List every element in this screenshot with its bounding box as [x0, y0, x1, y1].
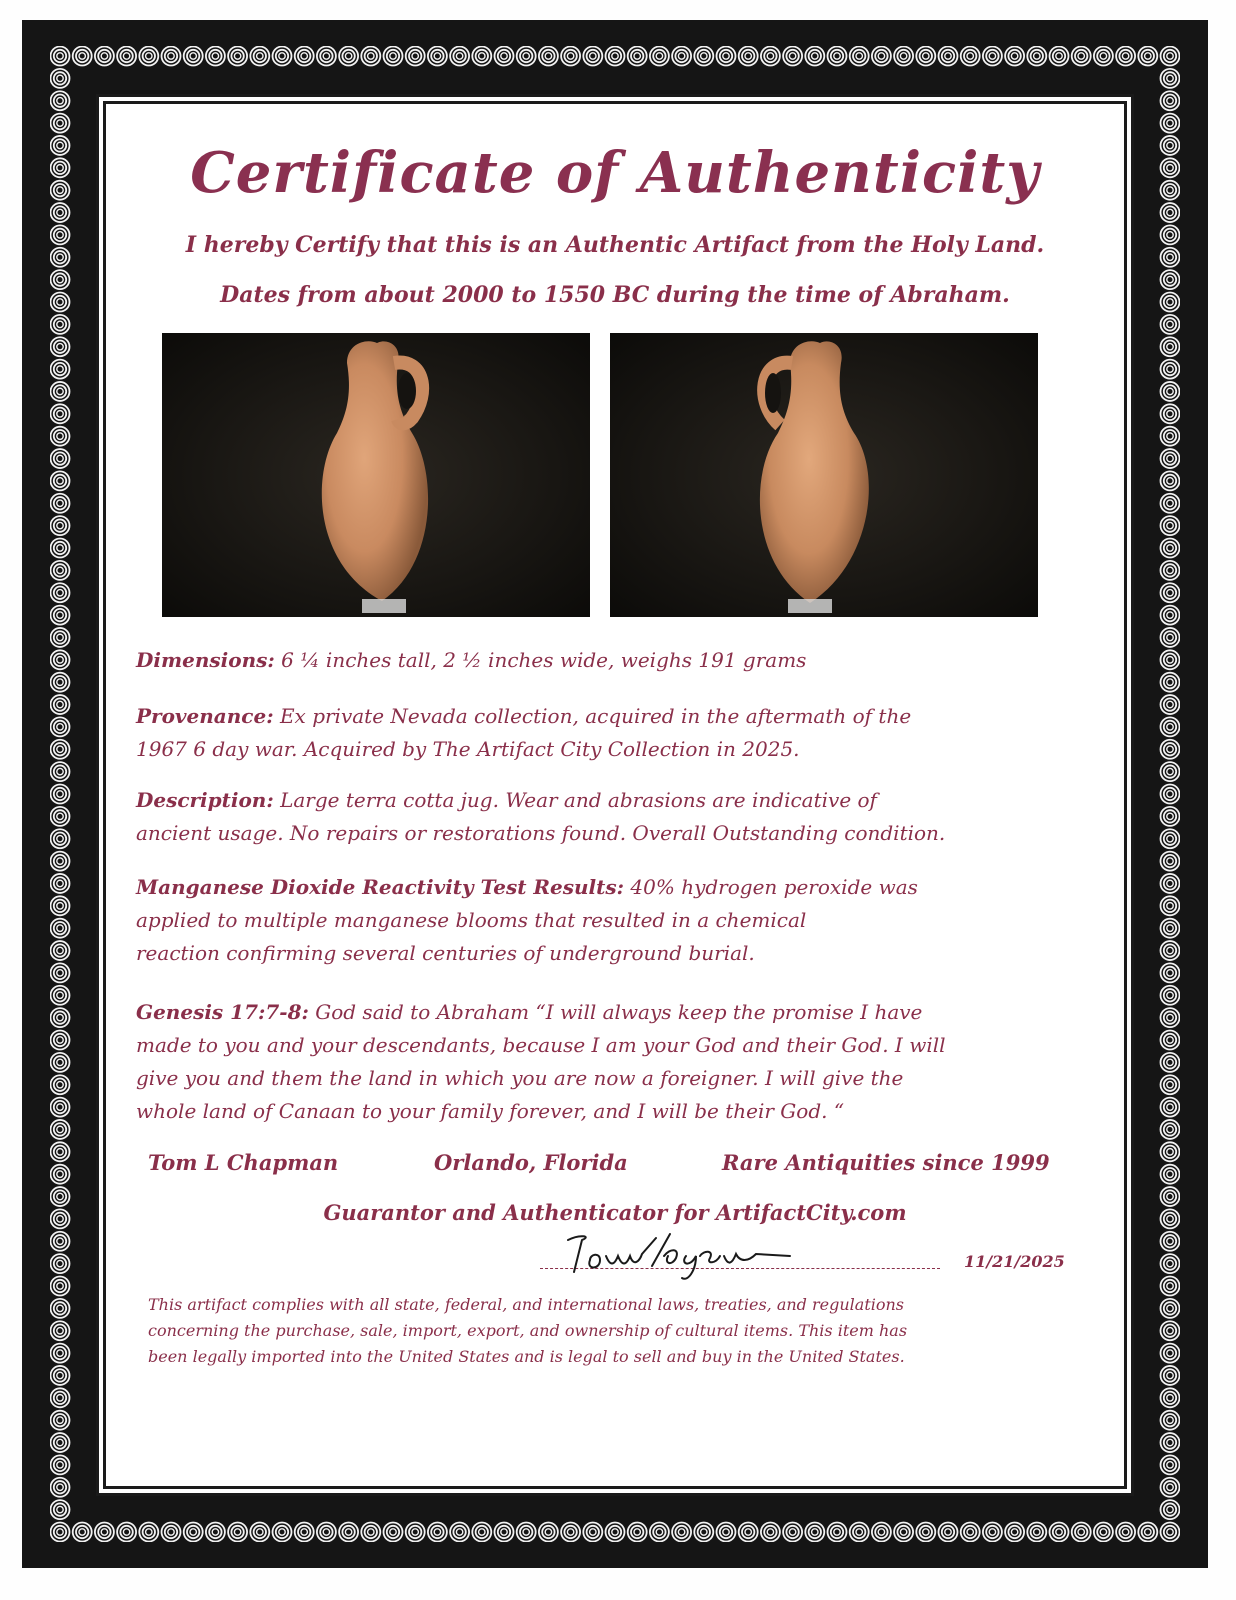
provenance-label: Provenance: — [136, 704, 274, 728]
ring-ornament-icon — [783, 1523, 802, 1542]
signature-date: 11/21/2025 — [964, 1252, 1065, 1271]
ring-ornament-icon — [916, 1523, 935, 1542]
ring-ornament-icon — [51, 1098, 70, 1117]
terra-cotta-jug-front-icon — [162, 333, 590, 617]
ring-ornament-icon — [51, 427, 70, 446]
ring-ornament-icon — [561, 47, 580, 66]
ring-ornament-icon — [273, 47, 292, 66]
ring-ornament-icon — [628, 47, 647, 66]
provenance-line-1: Ex private Nevada collection, acquired in the aftermath of the — [279, 704, 912, 728]
ring-ornament-icon — [51, 717, 70, 736]
ring-ornament-icon — [450, 1523, 469, 1542]
ring-ornament-icon — [961, 1523, 980, 1542]
ring-ornament-icon — [73, 1523, 92, 1542]
ring-ornament-icon — [117, 47, 136, 66]
ring-ornament-icon — [162, 1523, 181, 1542]
ring-ornament-icon — [1161, 1209, 1180, 1228]
ring-ornament-icon — [51, 1232, 70, 1251]
ring-ornament-icon — [1161, 919, 1180, 938]
ring-ornament-icon — [51, 449, 70, 468]
ring-ornament-icon — [1161, 852, 1180, 871]
ring-ornament-icon — [51, 1388, 70, 1407]
ring-ornament-icon — [1161, 1232, 1180, 1251]
ring-ornament-icon — [650, 1523, 669, 1542]
ring-ornament-icon — [51, 181, 70, 200]
ring-ornament-icon — [1161, 583, 1180, 602]
ring-ornament-icon — [250, 1523, 269, 1542]
ring-ornament-icon — [184, 1523, 203, 1542]
ring-ornament-icon — [1161, 986, 1180, 1005]
ring-ornament-icon — [1161, 1411, 1180, 1430]
ring-ornament-icon — [51, 1366, 70, 1385]
ring-ornament-icon — [428, 47, 447, 66]
ring-ornament-icon — [339, 47, 358, 66]
ring-ornament-icon — [1161, 717, 1180, 736]
ring-ornament-icon — [983, 47, 1002, 66]
ring-ornament-icon — [1161, 785, 1180, 804]
ring-ornament-icon — [95, 47, 114, 66]
manganese-label: Manganese Dioxide Reactivity Test Results: — [136, 875, 625, 899]
ring-ornament-icon — [495, 1523, 514, 1542]
ring-ornament-icon — [1161, 1254, 1180, 1273]
ring-ornament-icon — [1161, 1277, 1180, 1296]
genesis-line-1: God said to Abraham “I will always keep the promise I have — [315, 1000, 923, 1024]
ring-ornament-icon — [1161, 1075, 1180, 1094]
ring-ornament-icon — [51, 650, 70, 669]
legal-line-1: This artifact complies with all state, federal, and international laws, treaties, and regulations — [148, 1295, 905, 1314]
dates-line: Dates from about 2000 to 1550 BC during the time of Abraham. — [220, 282, 1010, 308]
genesis-line-4: whole land of Canaan to your family forever, and I will be their God. “ — [136, 1099, 845, 1123]
dimensions-section — [136, 644, 1096, 677]
provenance-section — [136, 700, 1096, 766]
ring-ornament-icon — [51, 695, 70, 714]
ring-ornament-icon — [1161, 203, 1180, 222]
ring-ornament-icon — [51, 1277, 70, 1296]
ring-ornament-icon — [1161, 404, 1180, 423]
ring-ornament-icon — [51, 896, 70, 915]
ring-ornament-icon — [1161, 1098, 1180, 1117]
ring-ornament-icon — [51, 494, 70, 513]
ring-ornament-icon — [384, 47, 403, 66]
ring-ornament-icon — [206, 47, 225, 66]
ring-ornament-icon — [51, 874, 70, 893]
ring-ornament-icon — [1027, 1523, 1046, 1542]
ring-ornament-icon — [1161, 807, 1180, 826]
manganese-line-1: 40% hydrogen peroxide was — [630, 875, 918, 899]
ring-ornament-icon — [761, 1523, 780, 1542]
ring-ornament-icon — [1161, 1321, 1180, 1340]
ring-ornament-icon — [1161, 1344, 1180, 1363]
provenance-line-2: 1967 6 day war. Acquired by The Artifact City Collection in 2025. — [136, 737, 800, 761]
ring-ornament-icon — [51, 628, 70, 647]
ring-ornament-icon — [1161, 740, 1180, 759]
ring-ornament-icon — [1161, 1523, 1180, 1542]
genesis-label: Genesis 17:7-8: — [136, 1000, 309, 1024]
ring-ornament-icon — [1027, 47, 1046, 66]
ring-ornament-icon — [1161, 471, 1180, 490]
genesis-line-2: made to you and your descendants, because I am your God and their God. I will — [136, 1033, 946, 1057]
manganese-line-2: applied to multiple manganese blooms that resulted in a chemical — [136, 908, 807, 932]
legal-compliance-notice — [148, 1292, 1078, 1370]
ring-ornament-icon — [51, 1411, 70, 1430]
ring-ornament-icon — [51, 1187, 70, 1206]
ring-ornament-icon — [51, 471, 70, 490]
ring-ornament-icon — [894, 47, 913, 66]
ring-ornament-icon — [1161, 1388, 1180, 1407]
ring-ornament-icon — [1005, 1523, 1024, 1542]
antiquities-since: Rare Antiquities since 1999 — [722, 1150, 1050, 1175]
ring-ornament-icon — [51, 606, 70, 625]
terra-cotta-jug-side-icon — [610, 333, 1038, 617]
ring-ornament-icon — [1161, 1299, 1180, 1318]
artifact-photo-front — [162, 333, 590, 617]
ring-ornament-icon — [51, 852, 70, 871]
ring-ornament-icon — [1161, 561, 1180, 580]
genesis-quote-section — [136, 996, 1096, 1128]
ring-ornament-icon — [51, 919, 70, 938]
ring-ornament-icon — [628, 1523, 647, 1542]
ring-ornament-icon — [1161, 91, 1180, 110]
ring-ornament-icon — [1161, 1433, 1180, 1452]
ring-ornament-icon — [1161, 1142, 1180, 1161]
ring-ornament-icon — [406, 47, 425, 66]
ring-ornament-icon — [162, 47, 181, 66]
ring-ornament-icon — [1161, 941, 1180, 960]
ring-ornament-icon — [95, 1523, 114, 1542]
guarantor-line: Guarantor and Authenticator for ArtifactCity.com — [323, 1200, 907, 1225]
ring-ornament-icon — [228, 1523, 247, 1542]
ring-ornament-icon — [517, 47, 536, 66]
ring-ornament-icon — [783, 47, 802, 66]
ring-ornament-icon — [1161, 315, 1180, 334]
ring-ornament-icon — [1161, 1031, 1180, 1050]
ring-ornament-icon — [51, 69, 70, 88]
ring-ornament-icon — [1094, 47, 1113, 66]
ring-ornament-icon — [51, 1254, 70, 1273]
ring-ornament-icon — [1161, 136, 1180, 155]
ring-ornament-icon — [228, 47, 247, 66]
dimensions-label: Dimensions: — [136, 648, 275, 672]
ring-ornament-icon — [51, 1075, 70, 1094]
ring-ornament-icon — [1161, 896, 1180, 915]
ring-ornament-icon — [1161, 606, 1180, 625]
ring-ornament-icon — [1161, 181, 1180, 200]
dimensions-text: 6 ¼ inches tall, 2 ½ inches wide, weighs 191 grams — [281, 648, 807, 672]
certify-line: I hereby Certify that this is an Authentic Artifact from the Holy Land. — [185, 232, 1045, 258]
ring-ornament-icon — [139, 47, 158, 66]
ring-ornament-icon — [495, 47, 514, 66]
authenticator-location: Orlando, Florida — [434, 1150, 628, 1175]
ring-ornament-icon — [517, 1523, 536, 1542]
description-line-1: Large terra cotta jug. Wear and abrasions are indicative of — [280, 788, 877, 812]
ring-ornament-icon — [51, 248, 70, 267]
ring-ornament-icon — [295, 1523, 314, 1542]
ring-ornament-icon — [1161, 69, 1180, 88]
ring-ornament-icon — [850, 1523, 869, 1542]
ring-ornament-icon — [1161, 1478, 1180, 1497]
ring-ornament-icon — [1161, 1053, 1180, 1072]
ring-ornament-icon — [184, 47, 203, 66]
ring-ornament-icon — [694, 47, 713, 66]
ring-ornament-icon — [206, 1523, 225, 1542]
ring-ornament-icon — [1138, 1523, 1157, 1542]
ring-ornament-icon — [51, 315, 70, 334]
ring-ornament-icon — [539, 1523, 558, 1542]
ring-ornament-icon — [872, 47, 891, 66]
ring-ornament-icon — [51, 1344, 70, 1363]
ring-ornament-icon — [51, 829, 70, 848]
ring-ornament-icon — [51, 203, 70, 222]
ring-ornament-icon — [1161, 114, 1180, 133]
ring-ornament-icon — [961, 47, 980, 66]
ring-ornament-icon — [317, 1523, 336, 1542]
ring-ornament-icon — [1161, 382, 1180, 401]
ring-ornament-icon — [51, 337, 70, 356]
authenticator-name: Tom L Chapman — [148, 1150, 339, 1175]
description-section — [136, 784, 1096, 850]
ring-ornament-icon — [1161, 673, 1180, 692]
ring-ornament-icon — [51, 1008, 70, 1027]
ring-ornament-icon — [1161, 47, 1180, 66]
ring-ornament-icon — [1161, 539, 1180, 558]
ring-ornament-icon — [939, 1523, 958, 1542]
ring-ornament-icon — [1161, 1455, 1180, 1474]
ring-ornament-icon — [805, 1523, 824, 1542]
ring-ornament-icon — [51, 740, 70, 759]
ring-ornament-icon — [450, 47, 469, 66]
ring-ornament-icon — [51, 1120, 70, 1139]
ring-ornament-icon — [384, 1523, 403, 1542]
ring-ornament-icon — [1161, 337, 1180, 356]
ring-ornament-icon — [583, 1523, 602, 1542]
ring-ornament-icon — [1161, 695, 1180, 714]
ring-ornament-icon — [1161, 270, 1180, 289]
ring-ornament-icon — [51, 963, 70, 982]
ring-ornament-icon — [1116, 47, 1135, 66]
ring-ornament-icon — [51, 1299, 70, 1318]
ring-ornament-icon — [1161, 516, 1180, 535]
legal-line-3: been legally imported into the United States and is legal to sell and buy in the United States. — [148, 1347, 905, 1366]
ring-ornament-icon — [717, 47, 736, 66]
artifact-photo-side — [610, 333, 1038, 617]
ring-ornament-icon — [1161, 1165, 1180, 1184]
ring-ornament-icon — [51, 516, 70, 535]
ring-ornament-icon — [51, 404, 70, 423]
ring-ornament-icon — [761, 47, 780, 66]
ring-ornament-icon — [406, 1523, 425, 1542]
ring-ornament-icon — [828, 1523, 847, 1542]
ring-ornament-icon — [472, 1523, 491, 1542]
ring-ornament-icon — [1161, 293, 1180, 312]
ring-ornament-icon — [583, 47, 602, 66]
ring-ornament-icon — [51, 1478, 70, 1497]
ring-ornament-icon — [1161, 158, 1180, 177]
ring-ornament-icon — [51, 1455, 70, 1474]
ring-ornament-icon — [1161, 248, 1180, 267]
ring-ornament-icon — [650, 47, 669, 66]
ring-ornament-icon — [1161, 1187, 1180, 1206]
ring-ornament-icon — [295, 47, 314, 66]
ring-ornament-icon — [717, 1523, 736, 1542]
ring-ornament-icon — [1161, 449, 1180, 468]
ring-ornament-icon — [339, 1523, 358, 1542]
ring-ornament-icon — [1161, 427, 1180, 446]
ring-ornament-icon — [1161, 963, 1180, 982]
ring-ornament-icon — [273, 1523, 292, 1542]
ring-ornament-icon — [51, 941, 70, 960]
ring-ornament-icon — [51, 136, 70, 155]
ring-ornament-icon — [73, 47, 92, 66]
ring-ornament-icon — [51, 1031, 70, 1050]
ring-ornament-icon — [1072, 1523, 1091, 1542]
ring-ornament-icon — [672, 1523, 691, 1542]
ring-ornament-icon — [472, 47, 491, 66]
ring-ornament-icon — [1161, 1120, 1180, 1139]
manganese-test-section — [136, 871, 1096, 970]
ring-ornament-icon — [51, 293, 70, 312]
ring-ornament-icon — [51, 583, 70, 602]
ring-ornament-icon — [139, 1523, 158, 1542]
ring-ornament-icon — [1005, 47, 1024, 66]
ring-ornament-icon — [1161, 1366, 1180, 1385]
ring-ornament-icon — [51, 1053, 70, 1072]
ring-ornament-icon — [694, 1523, 713, 1542]
handwritten-signature-icon — [560, 1226, 800, 1284]
ring-ornament-icon — [1161, 829, 1180, 848]
ring-ornament-icon — [1138, 47, 1157, 66]
legal-line-2: concerning the purchase, sale, import, export, and ownership of cultural items. This item has — [148, 1321, 908, 1340]
ring-ornament-icon — [51, 1433, 70, 1452]
ring-ornament-icon — [916, 47, 935, 66]
ring-ornament-icon — [117, 1523, 136, 1542]
ring-ornament-icon — [1050, 47, 1069, 66]
ring-ornament-icon — [428, 1523, 447, 1542]
ring-ornament-icon — [939, 47, 958, 66]
ring-ornament-icon — [805, 47, 824, 66]
ring-ornament-icon — [250, 47, 269, 66]
ring-ornament-icon — [739, 1523, 758, 1542]
ring-ornament-icon — [850, 47, 869, 66]
certificate-title: Certificate of Authenticity — [190, 140, 1040, 206]
ring-ornament-icon — [51, 1321, 70, 1340]
ring-ornament-icon — [51, 986, 70, 1005]
ring-ornament-icon — [51, 807, 70, 826]
manganese-line-3: reaction confirming several centuries of underground burial. — [136, 941, 755, 965]
ring-ornament-icon — [51, 785, 70, 804]
ring-ornament-icon — [51, 382, 70, 401]
ring-ornament-icon — [1161, 360, 1180, 379]
ring-ornament-icon — [1116, 1523, 1135, 1542]
ring-ornament-icon — [51, 225, 70, 244]
ring-ornament-icon — [51, 1142, 70, 1161]
ring-ornament-icon — [51, 539, 70, 558]
ring-ornament-icon — [51, 762, 70, 781]
ring-ornament-icon — [1161, 650, 1180, 669]
ring-ornament-icon — [51, 360, 70, 379]
ring-ornament-icon — [1161, 494, 1180, 513]
ring-ornament-icon — [672, 47, 691, 66]
ring-ornament-icon — [51, 91, 70, 110]
ring-ornament-icon — [51, 1500, 70, 1519]
ring-ornament-icon — [1050, 1523, 1069, 1542]
description-label: Description: — [136, 788, 274, 812]
ring-ornament-icon — [51, 114, 70, 133]
ring-ornament-icon — [1161, 1008, 1180, 1027]
ring-ornament-icon — [894, 1523, 913, 1542]
ring-ornament-icon — [739, 47, 758, 66]
ring-ornament-icon — [51, 673, 70, 692]
ring-ornament-icon — [51, 158, 70, 177]
ring-ornament-icon — [51, 1523, 70, 1542]
ring-ornament-icon — [317, 47, 336, 66]
ring-ornament-icon — [539, 47, 558, 66]
ring-ornament-icon — [983, 1523, 1002, 1542]
ring-ornament-icon — [51, 1209, 70, 1228]
genesis-line-3: give you and them the land in which you are now a foreigner. I will give the — [136, 1066, 904, 1090]
ring-ornament-icon — [606, 1523, 625, 1542]
ring-ornament-icon — [51, 47, 70, 66]
ring-ornament-icon — [1072, 47, 1091, 66]
ring-ornament-icon — [828, 47, 847, 66]
ring-ornament-icon — [1161, 225, 1180, 244]
ring-ornament-icon — [1161, 628, 1180, 647]
ring-ornament-icon — [51, 270, 70, 289]
ring-ornament-icon — [1161, 762, 1180, 781]
description-line-2: ancient usage. No repairs or restorations found. Overall Outstanding condition. — [136, 821, 946, 845]
ring-ornament-icon — [606, 47, 625, 66]
ring-ornament-icon — [51, 561, 70, 580]
ring-ornament-icon — [51, 1165, 70, 1184]
ring-ornament-icon — [361, 47, 380, 66]
ring-ornament-icon — [1161, 874, 1180, 893]
ring-ornament-icon — [361, 1523, 380, 1542]
ring-ornament-icon — [1094, 1523, 1113, 1542]
ring-ornament-icon — [561, 1523, 580, 1542]
ring-ornament-icon — [872, 1523, 891, 1542]
ring-ornament-icon — [1161, 1500, 1180, 1519]
